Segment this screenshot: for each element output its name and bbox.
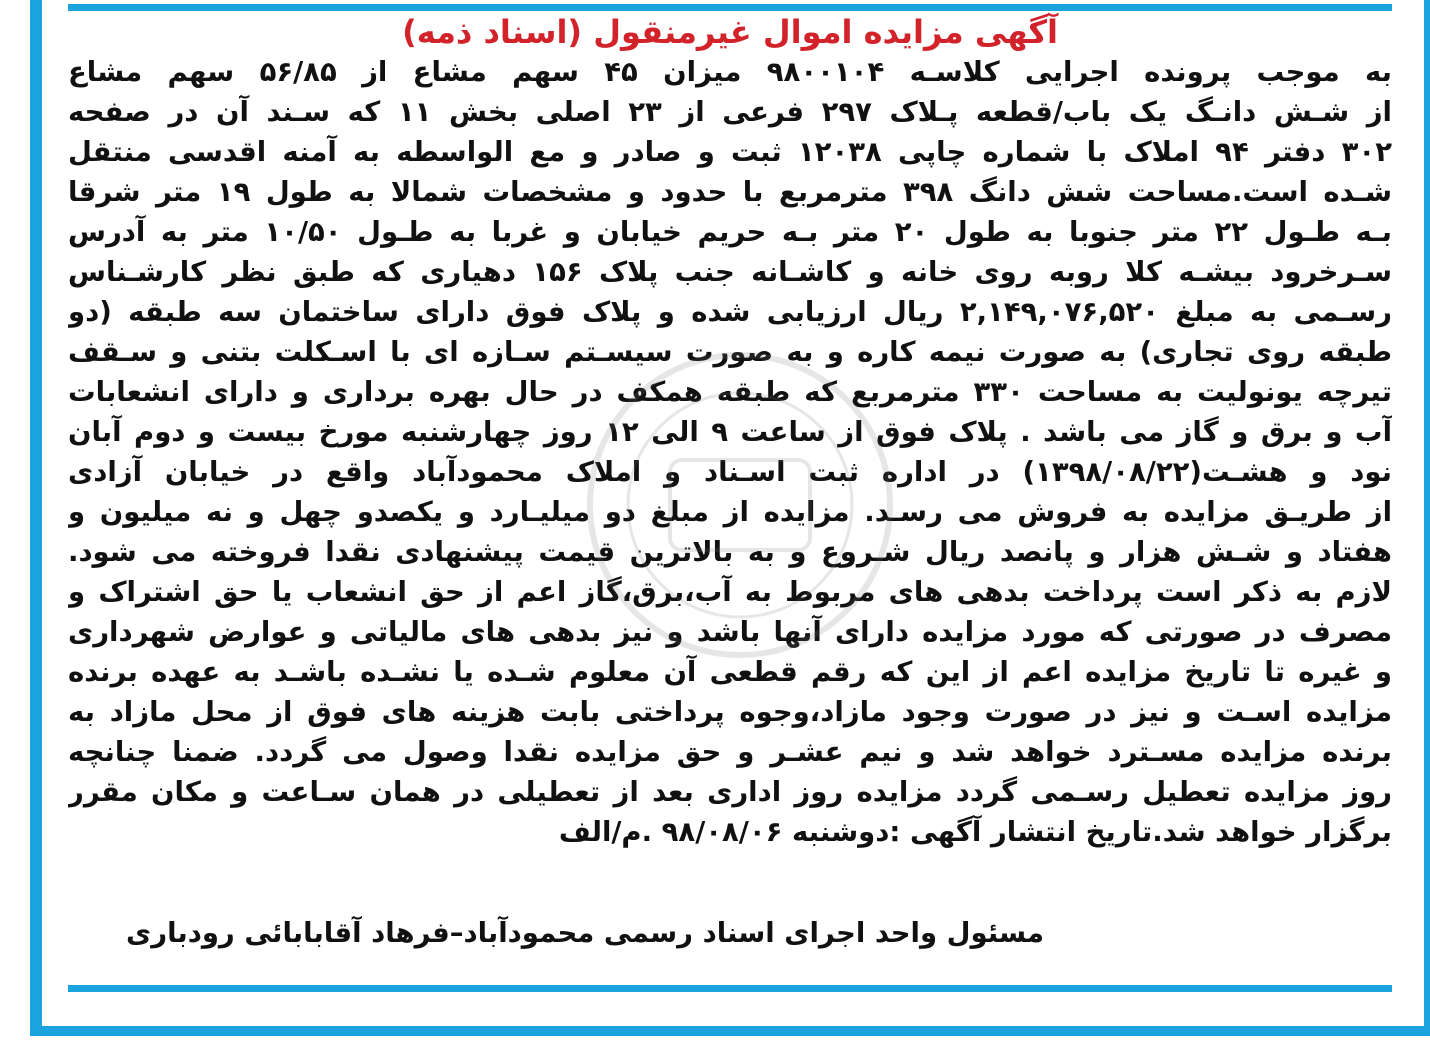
body-line: رسـمی به مبلغ ۲,۱۴۹,۰۷۶,۵۲۰ ریال ارزیابی شده و پلاک فوق دارای ساختمان سه طبقه (دو (68, 296, 1392, 328)
body-line: از شـش دانـگ یک باب/قطعه پـلاک ۲۹۷ فرعی از ۲۳ اصلی بخش ۱۱ که سـند آن در صفحه (68, 96, 1392, 128)
notice-title: آگهی مزایده اموال غیرمنقول (اسناد ذمه) (402, 13, 1058, 51)
body-line: مصرف در صورتی که مورد مزایده دارای آنها باشد و نیز بدهی های مالیاتی و عوارض شهرداری (68, 616, 1392, 648)
body-line: مزایده اسـت و نیز در صورت وجود مازاد،وجوه پرداختی بابت هزینه های فوق از محل مازاد به (68, 696, 1392, 728)
body-line: ۳۰۲ دفتر ۹۴ املاک با شماره چاپی ۱۲۰۳۸ ثبت و صادر و مع الواسطه به آمنه اقدسی منتقل (68, 136, 1392, 168)
bottom-divider (68, 985, 1392, 992)
body-line: نود و هشـت(۱۳۹۸/۰۸/۲۲) در اداره ثبت اسـناد و املاک محمودآباد واقع در خیابان آزادی (68, 456, 1392, 488)
body-line-publish-date: برگزار خواهد شد.تاریخ انتشار آگهی :دوشنبه ۹۸/۰۸/۰۶ .م/الف (558, 816, 1392, 848)
body-line: تیرچه یونولیت به مساحت ۳۳۰ مترمربع که طبقه همکف در حال بهره برداری و دارای انشعابات (68, 376, 1392, 408)
body-line: به موجب پرونده اجرایی کلاسـه ۹۸۰۰۱۰۴ میزان ۴۵ سهم مشاع از ۵۶/۸۵ سهم مشاع (68, 56, 1392, 88)
notice-body (68, 52, 1392, 852)
body-line: روز مزایده تعطیل رسـمی گردد مزایده روز اداری بعد از تعطیلی در همان سـاعت و مکان مقرر (68, 776, 1392, 808)
body-line: طبقه روی تجاری) به صورت نیمه کاره و به صورت سیسـتم سـازه ای با اسـکلت بتنی و سـقف (68, 336, 1392, 368)
body-line: برنده مزایده مسـترد خواهد شد و نیم عشـر و حق مزایده نقدا وصول می گردد. ضمنا چنانچه (68, 736, 1392, 768)
body-line: هفتاد و شـش هزار و پانصد ریال شـروع و به بالاترین قیمت پیشنهادی نقدا فروخته می شود. (68, 536, 1392, 568)
body-line: شـده است.مساحت شش دانگ ۳۹۸ مترمربع با حدود و مشخصات شمالا به طول ۱۹ متر شرقا (68, 176, 1392, 208)
body-line: بـه طـول ۲۲ متر جنوبا به طول ۲۰ متر بـه حریم خیابان و غربا به طـول ۱۰/۵۰ متر به آدرس (68, 216, 1392, 248)
body-line: آب و برق و گاز می باشد . پلاک فوق از ساعت ۹ الی ۱۲ روز چهارشنبه مورخ بیست و دوم آبان (68, 416, 1392, 448)
body-line: از طریـق مزایده به فروش می رسـد. مزایده از مبلغ دو میلیـارد و یکصدو چهل و نه میلیون و (68, 496, 1392, 528)
body-line: و غیره تا تاریخ مزایده اعم از این که رقم قطعی آن معلوم شـده یا نشـده باشـد به عهده برنده (68, 656, 1392, 688)
body-line: سـرخرود بیشـه کلا روبه روی خانه و کاشـانه جنب پلاک ۱۵۶ دهیاری که طبق نظر کارشـناس (68, 256, 1392, 288)
body-line: لازم به ذکر است پرداخت بدهی های مربوط به آب،برق،گاز اعم از حق انشعاب یا حق اشتراک و (68, 576, 1392, 608)
signature-line: مسئول واحد اجرای اسناد رسمی محمودآباد–فرهاد آقابابائی رودباری (126, 917, 1044, 949)
